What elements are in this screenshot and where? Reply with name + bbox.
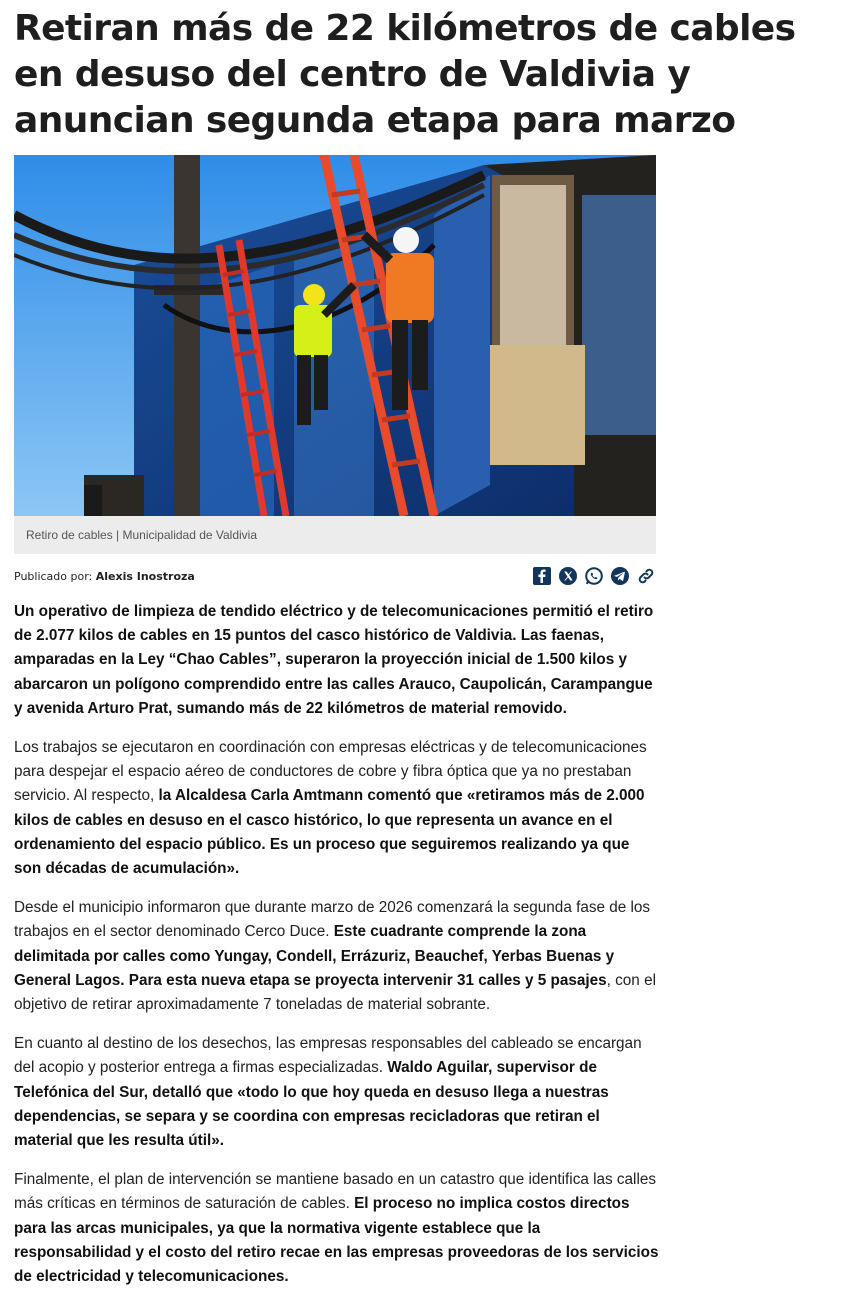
telegram-icon[interactable] — [610, 566, 630, 586]
article-paragraph — [14, 600, 659, 721]
byline-prefix: Publicado por: — [14, 569, 93, 583]
share-buttons — [532, 566, 656, 586]
bold-text-run: la Alcaldesa Carla Amtmann comentó que «retiramos más de 2.000 kilos de cables en desuso en el casco histórico, lo que representa un avance en el ordenamiento del espacio público. Es un proceso que seguiremos realizando ya que son décadas de acumulación». — [14, 787, 645, 878]
image-caption: Retiro de cables | Municipalidad de Valdivia — [14, 516, 656, 554]
article-paragraph — [14, 1168, 659, 1289]
text-run: Finalmente, el plan de intervención se mantiene basado en un catastro que identifica las calles más críticas en términos de saturación de cables. — [14, 1171, 657, 1213]
whatsapp-icon[interactable] — [584, 566, 604, 586]
facebook-icon[interactable] — [532, 566, 552, 586]
bold-text-run: Este cuadrante comprende la zona delimitada por calles como Yungay, Condell, Errázuriz, Beauchef, Yerbas Buenas y General Lagos. Para esta nueva etapa se proyecta intervenir 31 calles y 5 pasajes — [14, 923, 615, 989]
bold-text-run: Waldo Aguilar, supervisor de Telefónica del Sur, detalló que «todo lo que hoy queda en desuso llega a nuestras dependencias, se separa y se coordina con empresas recicladoras que retiran el material que les resulta útil». — [14, 1059, 609, 1150]
copy-link-icon[interactable] — [636, 566, 656, 586]
text-run: En cuanto al destino de los desechos, las empresas responsables del cableado se encargan del acopio y posterior entrega a firmas especializadas. — [14, 1035, 642, 1077]
article-paragraph — [14, 896, 659, 1017]
workers-removing-cables-illustration — [14, 155, 656, 516]
text-run: , con el objetivo de retirar aproximadamente 7 toneladas de material sobrante. — [14, 971, 656, 1014]
byline-bar — [14, 566, 656, 586]
bold-text-run: El proceso no implica costos directos para las arcas municipales, ya que la normativa vigente establece que la responsabilidad y el costo del retiro recae en las empresas proveedoras de los servicios de electricidad y telecomunicaciones. — [14, 1195, 659, 1286]
x-icon[interactable] — [558, 566, 578, 586]
text-run: Los trabajos se ejecutaron en coordinación con empresas eléctricas y de telecomunicaciones para despejar el espacio aéreo de conductores de cobre y fibra óptica que ya no prestaban servicio. Al respecto, — [14, 739, 647, 805]
article-paragraph — [14, 1032, 659, 1153]
article-body — [14, 600, 659, 1304]
byline — [14, 570, 195, 583]
bold-text-run: Un operativo de limpieza de tendido eléctrico y de telecomunicaciones permitió el retiro de 2.077 kilos de cables en 15 puntos del casco histórico de Valdivia. Las faenas, amparadas en la Ley “Chao Cables”, superaron la proyección inicial de 1.500 kilos y abarcaron un polígono comprendido entre las calles Arauco, Caupolicán, Carampangue y avenida Arturo Prat, sumando más de 22 kilómetros de material removido. — [14, 603, 654, 717]
featured-photo[interactable] — [14, 155, 656, 516]
author-name[interactable]: Alexis Inostroza — [95, 569, 195, 583]
article-title: Retiran más de 22 kilómetros de cables en desuso del centro de Valdivia y anuncian segunda etapa para marzo — [14, 8, 796, 141]
text-run: Desde el municipio informaron que durante marzo de 2026 comenzará la segunda fase de los trabajos en el sector denominado Cerco Duce. — [14, 899, 651, 941]
article-paragraph — [14, 736, 659, 881]
featured-image-figure — [14, 155, 656, 554]
